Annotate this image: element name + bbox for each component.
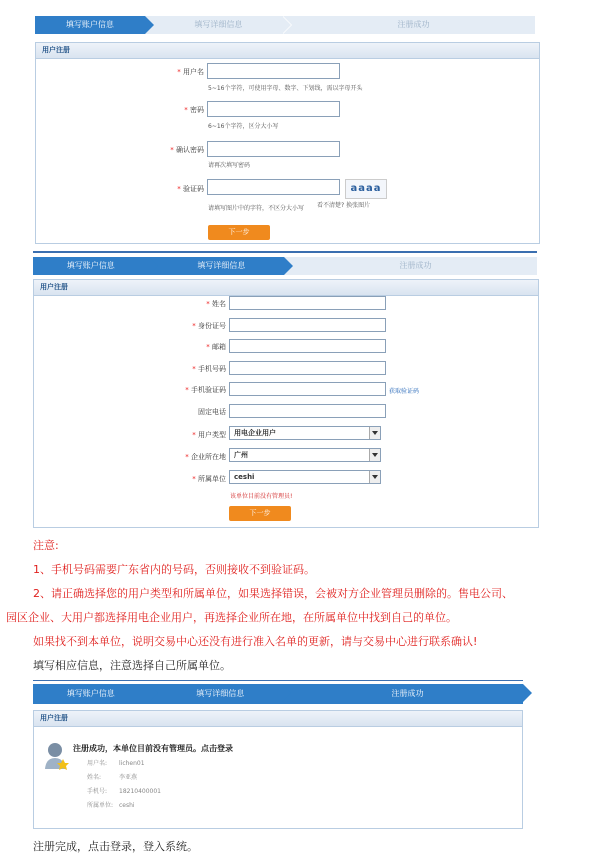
password-hint: 6~16个字符，区分大小写 [208,123,279,130]
progress-steps-1 [35,16,535,34]
panel-title: 用户注册 [36,43,539,59]
mobile-label: * 手机号码 [192,365,226,373]
location-select[interactable]: 广州 [229,448,381,462]
detail-row: 用户名: lichen01 [87,760,145,767]
phone-label: 固定电话 [198,408,226,416]
progress-steps-3 [33,684,523,704]
divider [33,251,537,253]
confirm-password-hint: 请再次填写密码 [208,162,251,169]
name-input[interactable] [229,296,386,310]
notice-line-1: 1、手机号码需要广东省内的号码，否则接收不到验证码。 [33,563,315,576]
detail-row: 手机号: 18210400001 [87,788,161,795]
unit-warning: 该单位目前没有管理员! [230,493,293,500]
captcha-image[interactable]: aaaa [345,179,387,199]
next-button-2[interactable]: 下一步 [229,506,291,521]
notice-title: 注意: [33,539,59,552]
panel-title: 用户注册 [34,280,538,296]
notice-line-3: 如果找不到本单位，说明交易中心还没有进行准入名单的更新，请与交易中心进行联系确认! [33,635,478,648]
success-message[interactable]: 注册成功，本单位目前没有管理员。点击登录 [73,744,233,753]
location-label: * 企业所在地 [185,453,226,461]
footer-text: 注册完成，点击登录，登入系统。 [33,840,198,853]
refresh-captcha-link[interactable]: 看不清楚? 换张图片 [317,202,371,209]
detail-row: 所属单位: ceshi [87,802,135,809]
user-type-select[interactable]: 用电企业用户 [229,426,381,440]
username-input[interactable] [207,63,340,79]
detail-row: 姓名: 李亚燕 [87,774,138,781]
name-label: * 姓名 [206,300,226,308]
success-details [87,757,161,813]
user-avatar-icon [44,741,70,771]
step-detail-info: 填写详细信息 [149,257,284,275]
captcha-label: * 验证码 [177,185,204,193]
mobile-input[interactable] [229,361,386,375]
notice-line-2a: 2、请正确选择您的用户类型和所属单位，如果选择错误，会被对方企业管理员删除的。售电公司、 [33,587,513,600]
step-account-info: 填写账户信息 [33,684,149,704]
username-label: * 用户名 [177,68,204,76]
step-detail-info: 填写详细信息 [145,16,282,34]
username-hint: 5~16个字符，可使用字母、数字、下划线，需以字母开头 [208,85,363,92]
step-account-info: 填写账户信息 [33,257,149,275]
user-type-label: * 用户类型 [192,431,226,439]
mobile-code-label: * 手机验证码 [185,386,226,394]
id-number-input[interactable] [229,318,386,332]
unit-select[interactable]: ceshi [229,470,381,484]
step-detail-info: 填写详细信息 [149,684,282,704]
password-label: * 密码 [184,106,204,114]
step-success: 注册成功 [282,16,535,34]
mobile-code-input[interactable] [229,382,386,396]
instruction-text: 填写相应信息，注意选择自己所属单位。 [33,659,231,672]
unit-label: * 所属单位 [192,475,226,483]
get-code-link[interactable]: 获取验证码 [389,388,420,395]
step-account-info: 填写账户信息 [35,16,145,34]
progress-steps-2 [33,257,537,275]
email-label: * 邮箱 [206,343,226,351]
captcha-input[interactable] [207,179,340,195]
confirm-password-input[interactable] [207,141,340,157]
captcha-hint: 请填写图片中的字符，不区分大小写 [208,205,305,212]
next-button-1[interactable]: 下一步 [208,225,270,240]
panel-title: 用户注册 [34,711,522,727]
email-input[interactable] [229,339,386,353]
phone-input[interactable] [229,404,386,418]
notice-line-2b: 园区企业、大用户都选择用电企业用户，再选择企业所在地，在所属单位中找到自己的单位。 [6,611,457,624]
id-number-label: * 身份证号 [192,322,226,330]
confirm-password-label: * 确认密码 [170,146,204,154]
divider-3 [33,680,523,681]
step-success: 注册成功 [282,684,523,704]
step-success: 注册成功 [284,257,537,275]
password-input[interactable] [207,101,340,117]
